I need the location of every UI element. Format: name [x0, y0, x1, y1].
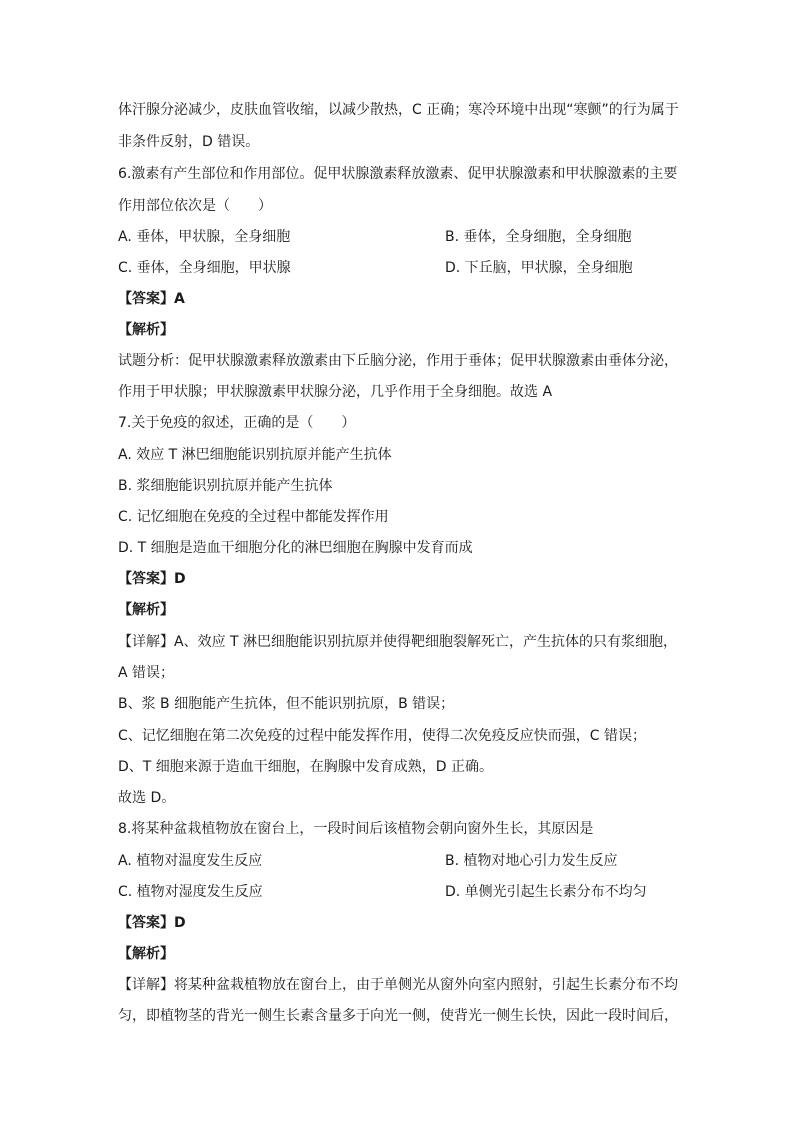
q6-option-c: C. 垂体，全身细胞，甲状腺 [118, 260, 291, 276]
q7-analysis-label: 【解析】 [118, 602, 174, 618]
q7-conclusion: 故选 D。 [118, 790, 176, 806]
q7-detail-line-5: D、T 细胞来源于造血干细胞，在胸腺中发育成熟，D 正确。 [118, 759, 494, 775]
q8-detail-line-1: 【详解】将某种盆栽植物放在窗台上，由于单侧光从窗外向室内照射，引起生长素分布不均 [118, 977, 678, 993]
q7-option-b: B. 浆细胞能识别抗原并能产生抗体 [118, 478, 333, 494]
q6-analysis-line-2: 作用于甲状腺；甲状腺激素甲状腺分泌，几乎作用于全身细胞。故选 A [118, 384, 553, 400]
q7-answer: 【答案】D [118, 571, 186, 587]
q7-option-a: A. 效应 T 淋巴细胞能识别抗原并能产生抗体 [118, 447, 392, 463]
q7-detail-line-3: B、浆 B 细胞能产生抗体，但不能识别抗原，B 错误； [118, 696, 455, 712]
intro-line-1: 体汗腺分泌减少，皮肤血管收缩，以减少散热，C 正确；寒冷环境中出现“寒颤”的行为属于 [118, 102, 679, 118]
q7-option-c: C. 记忆细胞在免疫的全过程中都能发挥作用 [118, 509, 389, 525]
q8-answer: 【答案】D [118, 915, 186, 931]
q8-option-b: B. 植物对地心引力发生反应 [445, 853, 618, 869]
q7-detail-line-2: A 错误； [118, 665, 175, 681]
q6-stem-line-2: 作用部位依次是（ ） [118, 198, 272, 214]
q8-analysis-label: 【解析】 [118, 946, 174, 962]
q7-option-d: D. T 细胞是造血干细胞分化的淋巴细胞在胸腺中发育而成 [118, 540, 473, 556]
q6-option-b: B. 垂体，全身细胞，全身细胞 [445, 229, 632, 245]
intro-line-2: 非条件反射，D 错误。 [118, 134, 260, 150]
q6-option-a: A. 垂体，甲状腺，全身细胞 [118, 229, 291, 245]
q6-analysis-line-1: 试题分析：促甲状腺激素释放激素由下丘脑分泌，作用于垂体；促甲状腺激素由垂体分泌， [118, 353, 678, 369]
q8-detail-line-2: 匀，即植物茎的背光一侧生长素含量多于向光一侧，使背光一侧生长快，因此一段时间后， [118, 1008, 678, 1024]
q8-stem: 8.将某种盆栽植物放在窗台上，一段时间后该植物会朝向窗外生长，其原因是 [118, 821, 594, 837]
q7-stem: 7.关于免疫的叙述，正确的是（ ） [118, 415, 356, 431]
q8-option-a: A. 植物对温度发生反应 [118, 853, 263, 869]
q6-stem-line-1: 6.激素有产生部位和作用部位。促甲状腺激素释放激素、促甲状腺激素和甲状腺激素的主要 [118, 166, 678, 182]
q8-option-d: D. 单侧光引起生长素分布不均匀 [445, 884, 647, 900]
q8-option-c: C. 植物对湿度发生反应 [118, 884, 263, 900]
q7-detail-line-1: 【详解】A、效应 T 淋巴细胞能识别抗原并使得靶细胞裂解死亡，产生抗体的只有浆细胞， [118, 634, 678, 650]
q6-analysis-label: 【解析】 [118, 322, 174, 338]
q7-detail-line-4: C、记忆细胞在第二次免疫的过程中能发挥作用，使得二次免疫反应快而强，C 错误； [118, 728, 646, 744]
q6-option-d: D. 下丘脑，甲状腺，全身细胞 [445, 260, 633, 276]
q6-answer: 【答案】A [118, 291, 185, 307]
